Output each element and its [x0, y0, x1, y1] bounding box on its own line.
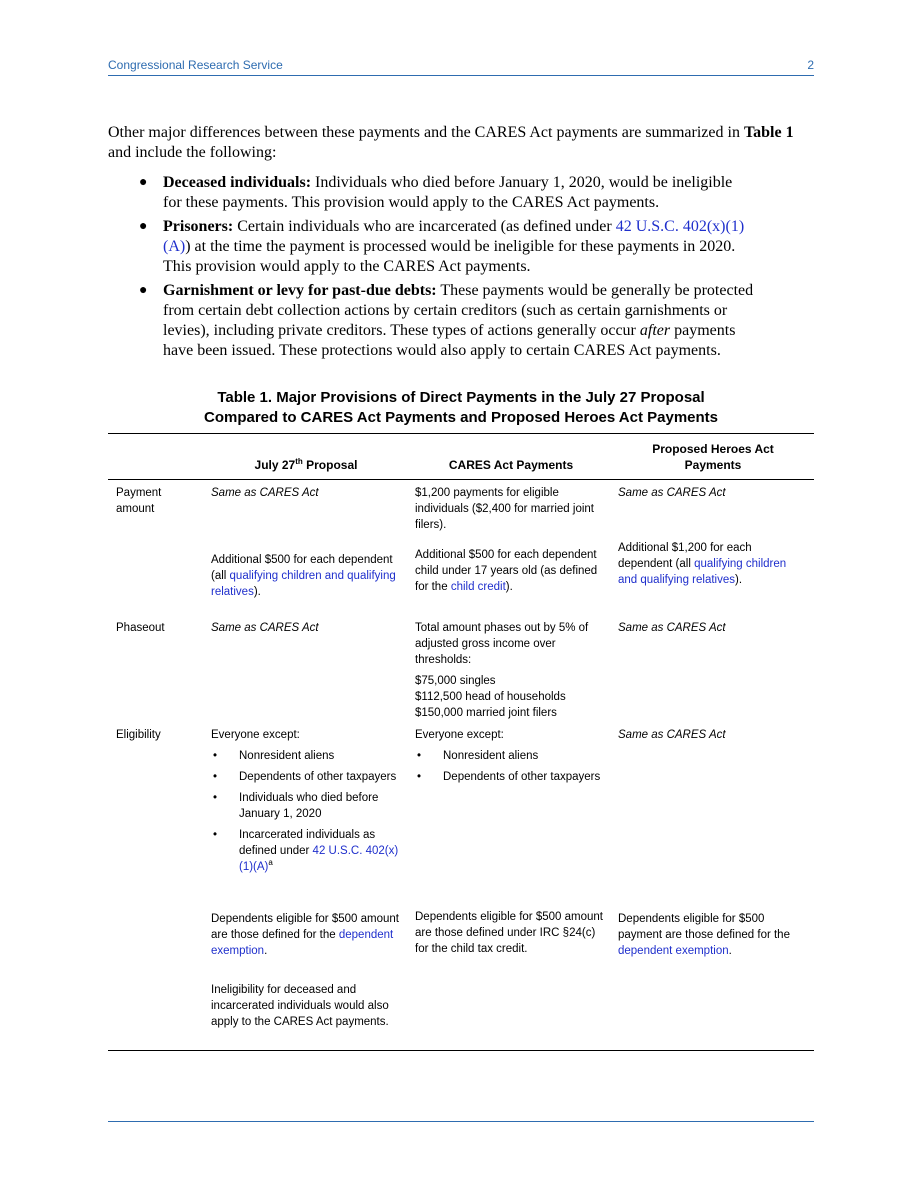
body-text: [108, 123, 814, 365]
footer-rule: [108, 1121, 814, 1122]
header-org: Congressional Research Service: [108, 58, 283, 72]
phaseout-heroes: Same as CARES Act: [618, 622, 726, 634]
row-label-payment: Payment amount: [116, 487, 162, 515]
eligibility-heroes: Same as CARES Act: [618, 729, 726, 741]
eligibility-cares: Everyone except: • Nonresident aliens • Dependents of other taxpayers: [415, 727, 607, 785]
bullet-icon: •: [417, 750, 422, 762]
bullet-prisoners: ● Prisoners: Certain individuals who are incarcerated (as defined under 42 U.S.C. 402(x)(1)(A)) at the time the payment is processed would be ineligible for these payments in 2020. This provision would apply to the CARES Act payments.: [139, 218, 745, 275]
bullet-icon: •: [213, 750, 218, 762]
eligibility-cares-dependent: Dependents eligible for $500 amount are those defined under IRC §24(c) for the child tax credit.: [415, 911, 603, 955]
list-item: • Dependents of other taxpayers: [213, 771, 397, 783]
table-caption: Table 1. Major Provisions of Direct Payments in the July 27 Proposal Compared to CARES Act Payments and Proposed Heroes Act Payments: [203, 389, 719, 426]
payment-heroes: Same as CARES Act: [618, 487, 726, 499]
table-header-rule: [108, 479, 814, 480]
eligibility-heroes-dependent: Dependents eligible for $500 payment are those defined for the dependent exemption.: [618, 913, 790, 957]
row-label-eligibility: Eligibility: [116, 729, 161, 741]
dependent-exemption-link[interactable]: dependent exemption: [618, 945, 729, 957]
col-header-cares: CARES Act Payments: [448, 458, 574, 472]
bullet-icon: ●: [139, 283, 148, 298]
col-header-heroes: Proposed Heroes Act Payments: [652, 442, 774, 472]
eligibility-july-note: Ineligibility for deceased and incarcerated individuals would also apply to the CARES Act payments.: [211, 984, 389, 1028]
bullet-icon: •: [417, 771, 422, 783]
bullet-icon: ●: [139, 219, 148, 234]
table-reference[interactable]: Table 1: [743, 124, 794, 141]
bullet-icon: •: [213, 792, 218, 804]
page-number: 2: [807, 58, 814, 72]
payment-july: Same as CARES Act: [211, 487, 319, 499]
bullet-icon: •: [213, 771, 218, 783]
dependent-exemption-link[interactable]: dependent exemption: [211, 929, 394, 957]
list-item: • Incarcerated individuals as defined under 42 U.S.C. $402(x)(1)(A)^a$: [213, 829, 399, 873]
eligibility-july: Everyone except: • Nonresident aliens • Dependents of other taxpayers • Individuals who died before January 1, 2020 • Incarcerated individuals as defined under 42 U.S.C. $402(x)(1)(A)^a$: [211, 727, 401, 875]
list-item: • Individuals who died before January 1, 2020: [213, 792, 379, 820]
table-bottom-rule: [108, 1050, 814, 1051]
phaseout-july: Same as CARES Act: [211, 622, 319, 634]
intro-paragraph: Other major differences between these payments and the CARES Act payments are summarized in Table 1 and include the following:: [108, 124, 794, 161]
list-item: • Dependents of other taxpayers: [417, 771, 601, 783]
qualifying-link[interactable]: qualifying children and qualifying relatives: [211, 570, 396, 598]
table-top-rule: [108, 433, 814, 434]
bullet-deceased: ● Deceased individuals: Individuals who died before January 1, 2020, would be ineligible for these payments. This provision would apply to the CARES Act payments.: [139, 174, 733, 211]
payment-heroes-dependent: Additional $1,200 for each dependent (all qualifying children and qualifying relatives).: [618, 542, 787, 586]
phaseout-cares: Total amount phases out by 5% of adjusted gross income over thresholds: $75,000 singles $112,500 head of households $150,000 married joint filers: [415, 620, 607, 721]
row-label-phaseout: Phaseout: [116, 622, 165, 634]
list-item: • Nonresident aliens: [417, 750, 539, 762]
usc-link[interactable]: 42 U.S.C. 402(x)(1)(A): [239, 845, 399, 873]
bullet-icon: ●: [139, 175, 148, 190]
col-header-july: July 27th Proposal: [254, 457, 358, 472]
list-item: • Nonresident aliens: [213, 750, 335, 762]
child-credit-link[interactable]: child credit: [450, 581, 506, 593]
threshold-list: $75,000 singles $112,500 head of households $150,000 married joint filers: [415, 675, 566, 719]
eligibility-july-dependent: Dependents eligible for $500 amount are those defined for the dependent exemption.: [211, 913, 399, 957]
payment-july-dependent: Additional $500 for each dependent (all qualifying children and qualifying relatives).: [211, 554, 396, 598]
bullet-garnishment: ● Garnishment or levy for past-due debts: These payments would be generally be protected from certain debt collection actions by certain creditors (such as certain garnishments or levies), including private creditors. These types of actions generally occur after payments have been issued. These protections would also apply to certain CARES Act payments.: [139, 282, 754, 359]
page-header: [108, 57, 814, 76]
usc-link[interactable]: 42 U.S.C. 402(x)(1)(A): [163, 218, 745, 255]
bullet-icon: •: [213, 829, 218, 841]
payment-cares-dependent: Additional $500 for each dependent child under 17 years old (as defined for the child credit).: [415, 549, 598, 593]
qualifying-link[interactable]: qualifying children and qualifying relatives: [618, 558, 787, 586]
payment-cares: $1,200 payments for eligible individuals ($2,400 for married joint filers).: [415, 487, 594, 531]
